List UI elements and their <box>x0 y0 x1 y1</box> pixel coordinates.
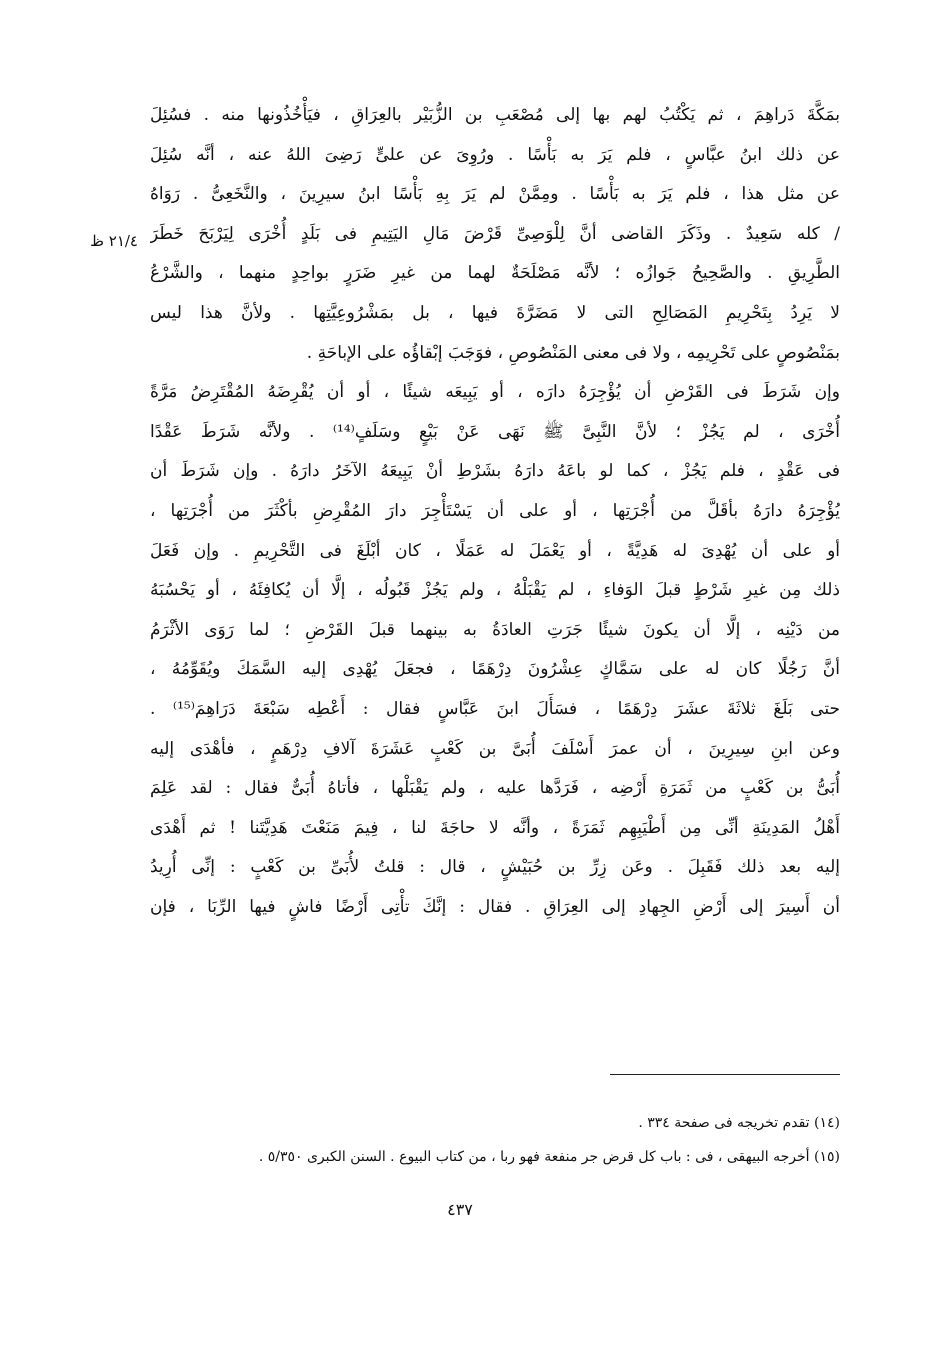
text-line: أو على أن يُهْدِىَ له هَدِيَّةً ، أو يَعْمَلَ له عَمَلًا ، كان أبْلَغَ فى التَّحْرِيمِ . وإن فَعَلَ <box>150 540 840 561</box>
text-line: عن ذلك ابنُ عبَّاسٍ ، فلم يَرَ به بَأْسًا . ورُوِىَ عن علىٍّ رَضِىَ اللهُ عنه ، أنَّه سُئِلَ <box>150 144 840 165</box>
margin-reference: ٢١/٤ ظ <box>90 232 138 250</box>
text-line: وعن ابنِ سِيرِينَ ، أن عمرَ أَسْلَفَ أُبَىَّ بن كَعْبٍ عَشَرَةَ آلافِ دِرْهَمٍ ، فأهْدَى إليه <box>150 738 840 759</box>
text-line: من دَيْنِه ، إلَّا أن يكونَ شيئًا جَرَتِ العادَةُ به بينهما قبلَ القَرْضِ ؛ لما رَوَى الأثْرَمُ <box>150 619 840 640</box>
text-line: حتى بَلَغَ ثلاثَةَ عشَرَ دِرْهَمًا ، فسَأَلَ ابنَ عَبَّاسٍ فقال : أَعْطِه سَبْعَةَ دَرَاهِمَ⁽¹⁵⁾ . <box>150 698 840 719</box>
footnotes <box>150 1106 840 1174</box>
text-line: يُؤْجِرَهُ دارَهُ بأقَلَّ من أُجْرَتِها ، أو على أن يَسْتَأْجِرَ دارَ المُقْرِضِ بأكْثَرَ من أُجْرَتِها ، <box>150 500 840 521</box>
text-line: أَهْلُ المَدِينَةِ أنِّى مِن أَطْيَبِهِم ثَمَرَةً ، وأنَّه لا حاجَةَ لنا ، فِيمَ مَنَعْتَ هَدِيَّتَنا ! ثم أَهْدَى <box>150 817 840 838</box>
text-line: أن أَسِيرَ إلى أَرْضِ الجِهادِ إلى العِرَاقِ . فقال : إنَّكَ تأْتِى أَرْضًا فاشٍ فيها الرِّبَا ، فإن <box>150 896 840 917</box>
text-line: إليه بعد ذلك فَقَبِلَ . وعَن زِرِّ بن حُبَيْشٍ ، قال : قلتُ لأُبَىِّ بن كَعْبٍ : إنِّى أُرِيدُ <box>150 857 840 878</box>
footnote-14: (١٤) تقدم تخريجه فى صفحة ٣٣٤ . <box>638 1115 840 1131</box>
text-line: ذلك مِن غيرِ شَرْطٍ قبلَ الوَفاءِ ، لم يَقْبَلْهُ ، ولم يَجُزْ قَبُولُه ، إلَّا أن يُكافِئَهُ ، أو يَحْسُبَهُ <box>150 580 840 601</box>
text-line: أُخْرَى ، لم يَجُزْ ؛ لأنَّ النَّبِىَّ ﷺ نَهَى عَنْ بَيْعٍ وسَلَفٍ⁽¹⁴⁾ . ولأنَّه شَرَطَ عَقْدًا <box>150 421 840 442</box>
text-line: أُبَىُّ بن كَعْبٍ من ثَمَرَةِ أَرْضِه ، فَرَدَّها عليه ، ولم يَقْبَلْها ، فأتاهُ أُبَىٌّ فقال : لقد عَلِمَ <box>150 778 840 799</box>
text-line: وإن شَرَطَ فى القَرْضِ أن يُؤْجِرَهُ دارَه ، أو يَبِيعَه شيئًا ، أو أن يُقْرِضَهُ المُقْتَرِضُ مَرَّةً <box>150 382 840 403</box>
text-line: الطَّرِيقِ . والصَّحِيحُ جَوازُه ؛ لأنَّه مَصْلَحَةٌ لهما من غيرِ ضَرَرٍ بواحِدٍ منهما ، والشَّرْعُ <box>150 263 840 284</box>
text-line: / كله سَعِيدٌ . وذَكَرَ القاضى أنَّ لِلْوَصِىِّ قَرْضَ مَالِ اليَتِيمِ فى بَلَدٍ أُخْرَى لِيَرْبَحَ خَطَرَ <box>150 223 840 244</box>
text-line: عن مثل هذا ، فلم يَرَ به بَأْسًا . ومِمَّنْ لم يَرَ بِهِ بَأْسًا ابنُ سيرِينَ ، والنَّخَعِىُّ . رَوَاهُ <box>150 184 840 205</box>
text-line: فى عَقْدٍ ، فلم يَجُزْ ، كما لو باعَهُ دارَهُ بشَرْطِ أنْ يَبِيعَهُ الآخَرُ دارَهُ . وإن شَرَطَ أن <box>150 461 840 482</box>
text-line: أنَّ رَجُلًا كان له على سَمَّاكٍ عِشْرُونَ دِرْهَمًا ، فجعَلَ يُهْدِى إليه السَّمَكَ ويُقَوِّمُهُ ، <box>150 659 840 680</box>
text-line: بمَكَّةَ دَراهِمَ ، ثم يَكْتُبُ لهم بها إلى مُصْعَبِ بن الزُّبَيْر بالعِرَاقِ ، فيَأْخُذُونها منه . فسُئِلَ <box>150 105 840 125</box>
text-line: بمَنْصُوصٍ على تَحْرِيمِه ، ولا فى معنى المَنْصُوصِ ، فوَجَبَ إبْقاؤُه على الإباحَةِ . <box>306 342 840 363</box>
main-text <box>150 96 840 927</box>
footnote-divider <box>610 1074 840 1075</box>
page-number: ٤٣٧ <box>447 1200 473 1219</box>
footnote-15: (١٥) أخرجه البيهقى ، فى : باب كل قرض جر منفعة فهو ربا ، من كتاب البيوع . السنن الكبرى ٥/٣٥٠ . <box>258 1149 840 1165</box>
text-line: لا يَرِدُ بِتَحْرِيمِ المَصَالِحِ التى لا مَضَرَّةَ فيها ، بل بمَشْرُوعِيَّتِها . ولأنَّ هذا ليس <box>150 302 840 323</box>
